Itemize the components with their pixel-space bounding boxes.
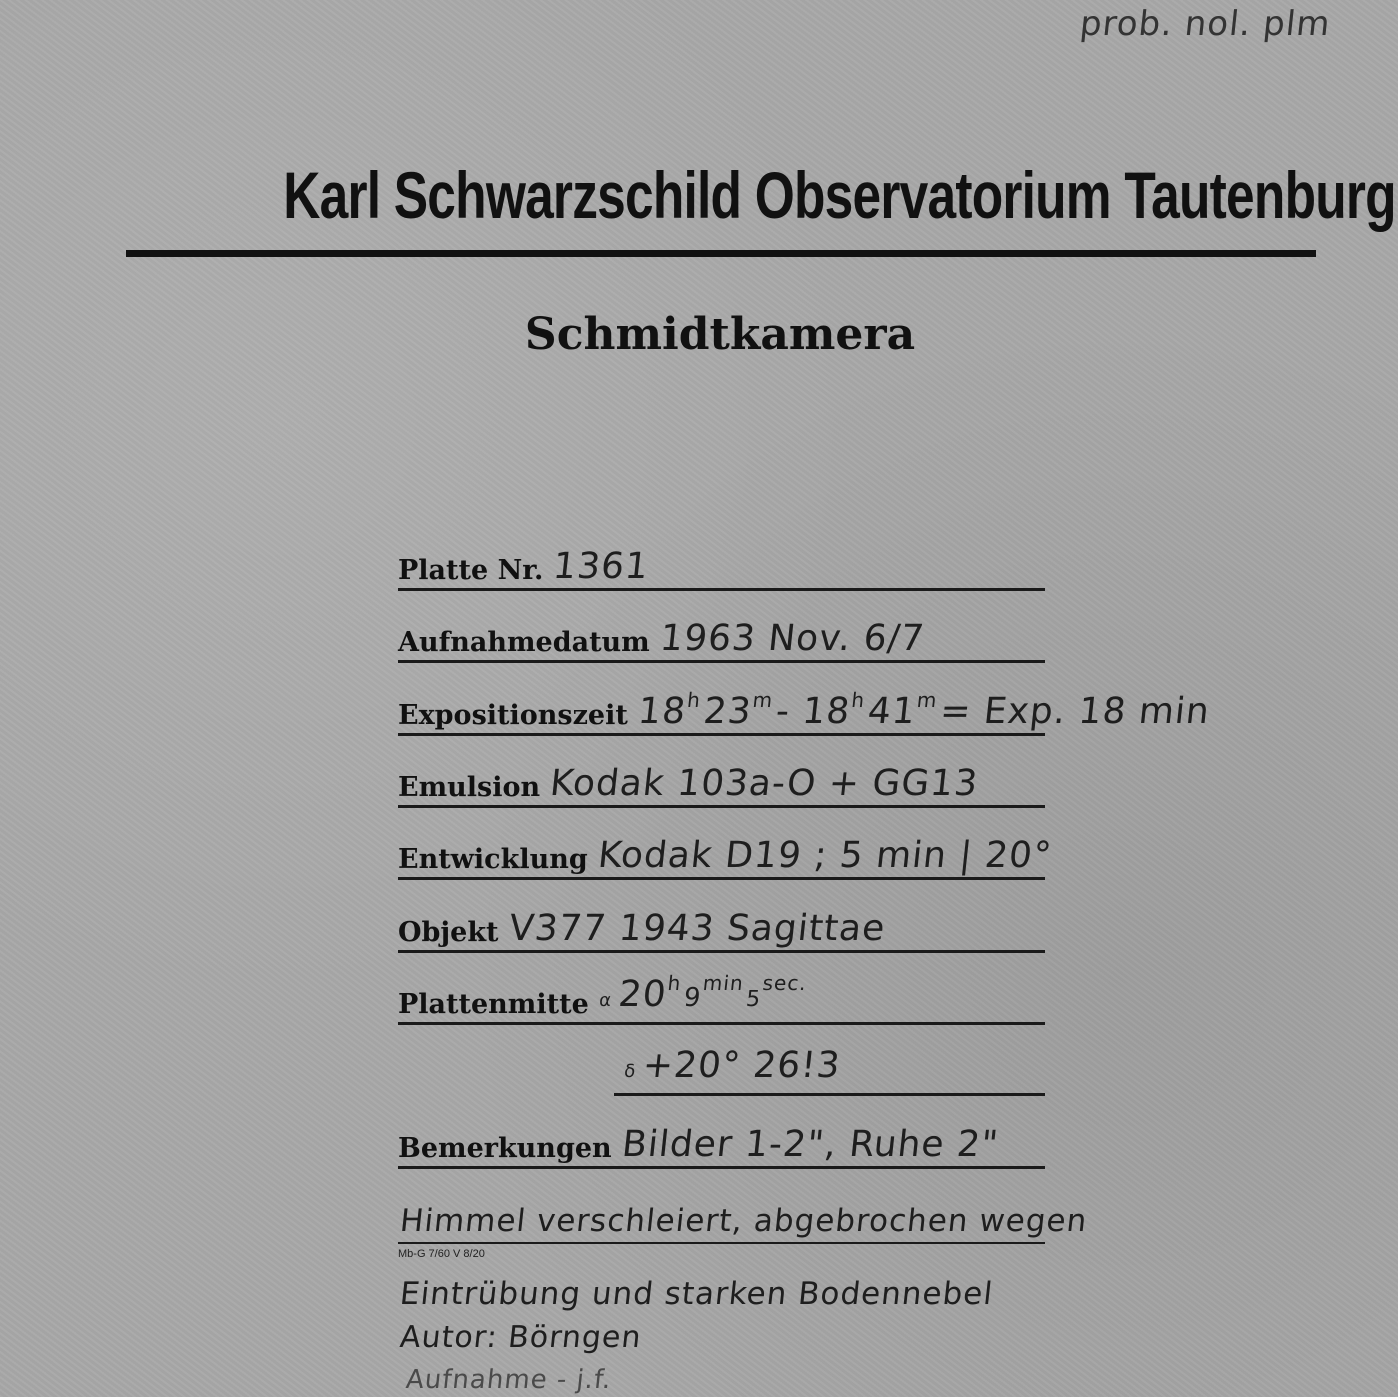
field-value-emulsion: Kodak 103a-O + GG13 — [548, 763, 981, 804]
field-value-plattenmitte-delta — [622, 1045, 843, 1093]
exposure-end-hour: - 18 — [773, 691, 853, 732]
field-label-plattenmitte: Plattenmitte — [398, 989, 589, 1020]
alpha-hours-unit: h — [666, 971, 683, 995]
field-value-entwicklung: Kodak D19 ; 5 min | 20° — [595, 835, 1054, 876]
field-objekt — [398, 905, 1045, 953]
field-bemerkungen-line2 — [398, 1196, 1090, 1244]
field-bemerkungen — [398, 1121, 1045, 1169]
field-label-objekt: Objekt — [398, 917, 499, 948]
field-plattenmitte-delta — [614, 1045, 1045, 1096]
bemerkungen-line3: Eintrübung und starken Bodennebel — [398, 1276, 995, 1312]
exposure-end-hour-unit: h — [850, 688, 867, 712]
field-value-objekt: V377 1943 Sagittae — [506, 908, 888, 949]
field-value-aufnahmedatum: 1963 Nov. 6/7 — [657, 618, 927, 659]
field-value-platte: 1361 — [551, 546, 652, 587]
field-value-plattenmitte-alpha — [597, 962, 813, 1022]
field-expositionszeit — [398, 688, 1212, 736]
institution-title: Karl Schwarzschild Observatorium Tautenburg — [283, 158, 1396, 232]
field-label-emulsion: Emulsion — [398, 772, 541, 803]
instrument-title: Schmidtkamera — [524, 309, 916, 360]
delta-symbol: δ — [623, 1061, 638, 1082]
alpha-symbol: α — [597, 990, 614, 1011]
field-value-bemerkungen-line2: Himmel verschleiert, abgebrochen wegen — [398, 1203, 1090, 1239]
exposure-start-hour-unit: h — [685, 688, 703, 712]
form-print-code: Mb-G 7/60 V 8/20 — [398, 1248, 485, 1260]
field-label-expositionszeit: Expositionszeit — [398, 700, 628, 731]
field-plattenmitte — [398, 971, 1045, 1025]
exposure-duration: = Exp. 18 min — [937, 691, 1212, 732]
alpha-hours: 20 — [616, 974, 669, 1015]
alpha-minutes: 9 — [682, 983, 703, 1013]
exposure-start-minute-unit: m — [751, 688, 775, 712]
field-label-aufnahmedatum: Aufnahmedatum — [398, 627, 650, 658]
field-emulsion — [398, 760, 1045, 808]
field-aufnahmedatum — [398, 615, 1045, 663]
exposure-end-minute: 41 — [865, 691, 918, 732]
autor-line: Autor: Börngen — [398, 1320, 644, 1355]
exposure-end-minute-unit: m — [915, 688, 939, 712]
field-label-bemerkungen: Bemerkungen — [398, 1133, 612, 1164]
exposure-start-hour: 18 — [635, 691, 689, 732]
field-platte — [398, 543, 1045, 591]
field-value-bemerkungen: Bilder 1-2", Ruhe 2" — [619, 1124, 1001, 1165]
field-value-expositionszeit — [636, 679, 1213, 733]
field-label-entwicklung: Entwicklung — [398, 844, 588, 875]
corner-handwritten-note: prob. nol. plm — [1078, 4, 1333, 44]
field-label-platte: Platte Nr. — [398, 555, 544, 586]
delta-value: +20° 26!3 — [640, 1045, 843, 1086]
bottom-faint-note: Aufnahme - j.f. — [404, 1365, 614, 1395]
alpha-seconds-unit: sec. — [761, 971, 808, 995]
alpha-seconds: 5 — [744, 987, 763, 1012]
field-entwicklung — [398, 832, 1054, 880]
exposure-start-minute: 23 — [701, 691, 754, 732]
alpha-minutes-unit: min — [701, 971, 745, 995]
